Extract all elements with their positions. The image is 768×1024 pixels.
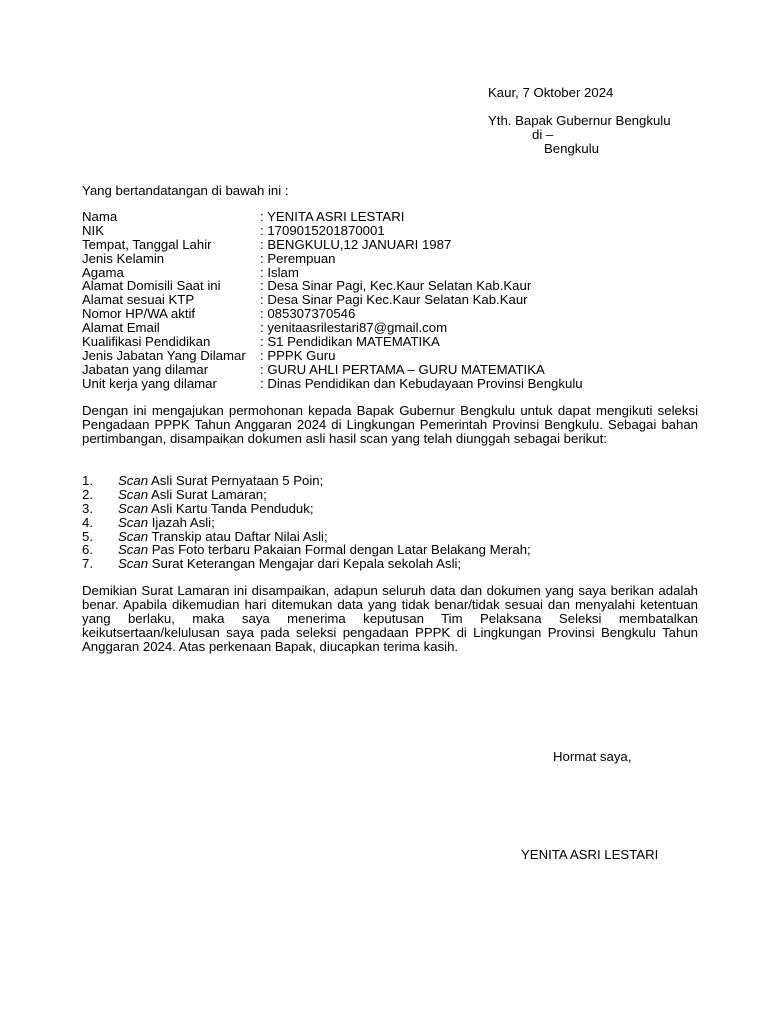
- field-value: : S1 Pendidikan MATEMATIKA: [260, 334, 440, 350]
- list-text: Asli Surat Lamaran;: [148, 486, 267, 502]
- field-value: : Desa Sinar Pagi, Kec.Kaur Selatan Kab.Kaur: [260, 278, 532, 294]
- closing-paragraph: Demikian Surat Lamaran ini disampaikan, adapun seluruh data dan dokumen yang saya berikan adalah benar. Apabila dikemudian hari ditemukan data yang tidak benar/tidak sesuai dan menyalahi ketentuan yang berlaku, maka saya menerima keputusan Tim Pelaksana Seleksi membatalkan keikutsertaan/kelulusan saya pada seleksi pengadaan PPPK di Lingkungan Provinsi Bengkulu Tahun Anggaran 2024. Atas perkenaan Bapak, diucapkan terima kasih.: [82, 583, 698, 654]
- scan-word: Scan: [118, 514, 149, 530]
- field-row-email: [82, 321, 702, 335]
- field-row-phone: [82, 307, 702, 321]
- recipient-line-2: di –: [532, 127, 554, 142]
- field-label: Alamat Email: [82, 320, 160, 336]
- scan-word: Scan: [118, 528, 149, 544]
- recipient-line-1: Yth. Bapak Gubernur Bengkulu: [488, 113, 671, 128]
- list-item: [82, 516, 702, 530]
- scan-word: Scan: [118, 556, 149, 572]
- list-number: 2.: [82, 486, 93, 502]
- list-text: Ijazah Asli;: [148, 514, 215, 530]
- field-row-ktp-address: [82, 293, 702, 307]
- list-number: 1.: [82, 473, 93, 488]
- signer-name: YENITA ASRI LESTARI: [521, 847, 659, 862]
- field-value: : Islam: [260, 264, 299, 280]
- field-label: Alamat sesuai KTP: [82, 292, 195, 308]
- list-item: [82, 474, 702, 488]
- list-item: [82, 530, 702, 544]
- field-value: : 1709015201870001: [260, 222, 385, 238]
- list-item: [82, 488, 702, 502]
- list-text: Asli Surat Pernyataan 5 Poin;: [148, 473, 324, 488]
- list-text: Transkip atau Daftar Nilai Asli;: [148, 528, 328, 544]
- field-label: Unit kerja yang dilamar: [82, 375, 217, 391]
- list-number: 6.: [82, 542, 93, 558]
- field-value: : PPPK Guru: [260, 347, 336, 363]
- field-row-religion: [82, 266, 702, 280]
- field-row-position: [82, 363, 702, 377]
- field-value: : yenitaasrilestari87@gmail.com: [260, 320, 448, 336]
- scan-word: Scan: [118, 473, 149, 488]
- place-date: Kaur, 7 Oktober 2024: [488, 85, 614, 100]
- field-row-nik: [82, 224, 702, 238]
- field-label: Jabatan yang dilamar: [82, 361, 209, 377]
- field-row-gender: [82, 252, 702, 266]
- field-value: : GURU AHLI PERTAMA – GURU MATEMATIKA: [260, 361, 545, 377]
- field-row-position-type: [82, 349, 702, 363]
- field-value: : Desa Sinar Pagi Kec.Kaur Selatan Kab.Kaur: [260, 292, 528, 308]
- scan-word: Scan: [118, 500, 149, 516]
- scan-word: Scan: [118, 486, 149, 502]
- list-number: 4.: [82, 514, 93, 530]
- list-number: 5.: [82, 528, 93, 544]
- request-paragraph: Dengan ini mengajukan permohonan kepada Bapak Gubernur Bengkulu untuk dapat mengikuti seleksi Pengadaan PPPK Tahun Anggaran 2024 di Lingkungan Pemerintah Provinsi Bengkulu. Sebagai bahan pertimbangan, disampaikan dokumen asli hasil scan yang telah diunggah sebagai berikut:: [82, 403, 698, 446]
- field-label: Nama: [82, 209, 118, 224]
- field-label: NIK: [82, 222, 104, 238]
- field-row-birth: [82, 238, 702, 252]
- list-text: Surat Keterangan Mengajar dari Kepala sekolah Asli;: [148, 556, 462, 572]
- field-row-name: [82, 210, 702, 224]
- scan-word: Scan: [118, 542, 149, 558]
- field-label: Jenis Kelamin: [82, 250, 165, 266]
- field-value: : Dinas Pendidikan dan Kebudayaan Provinsi Bengkulu: [260, 375, 583, 391]
- field-label: Kualifikasi Pendidikan: [82, 334, 211, 350]
- field-label: Jenis Jabatan Yang Dilamar: [82, 347, 246, 363]
- field-label: Alamat Domisili Saat ini: [82, 278, 221, 294]
- list-item: [82, 502, 702, 516]
- list-text: Asli Kartu Tanda Penduduk;: [148, 500, 314, 516]
- field-label: Agama: [82, 264, 124, 280]
- field-label: Nomor HP/WA aktif: [82, 306, 196, 322]
- field-row-education: [82, 335, 702, 349]
- list-number: 7.: [82, 556, 93, 572]
- field-value: : Perempuan: [260, 250, 336, 266]
- field-label: Tempat, Tanggal Lahir: [82, 236, 212, 252]
- document-list: [82, 474, 702, 571]
- list-number: 3.: [82, 500, 93, 516]
- closing-salutation: Hormat saya,: [553, 749, 632, 764]
- list-item: [82, 543, 702, 557]
- field-value: : 085307370546: [260, 306, 356, 322]
- intro-text: Yang bertandatangan di bawah ini :: [82, 183, 289, 198]
- applicant-fields: [82, 210, 702, 391]
- field-value: : YENITA ASRI LESTARI: [260, 209, 405, 224]
- field-value: : BENGKULU,12 JANUARI 1987: [260, 236, 452, 252]
- field-row-domicile: [82, 279, 702, 293]
- recipient-line-3: Bengkulu: [544, 141, 599, 156]
- list-text: Pas Foto terbaru Pakaian Formal dengan Latar Belakang Merah;: [148, 542, 531, 558]
- list-item: [82, 557, 702, 571]
- field-row-work-unit: [82, 377, 702, 391]
